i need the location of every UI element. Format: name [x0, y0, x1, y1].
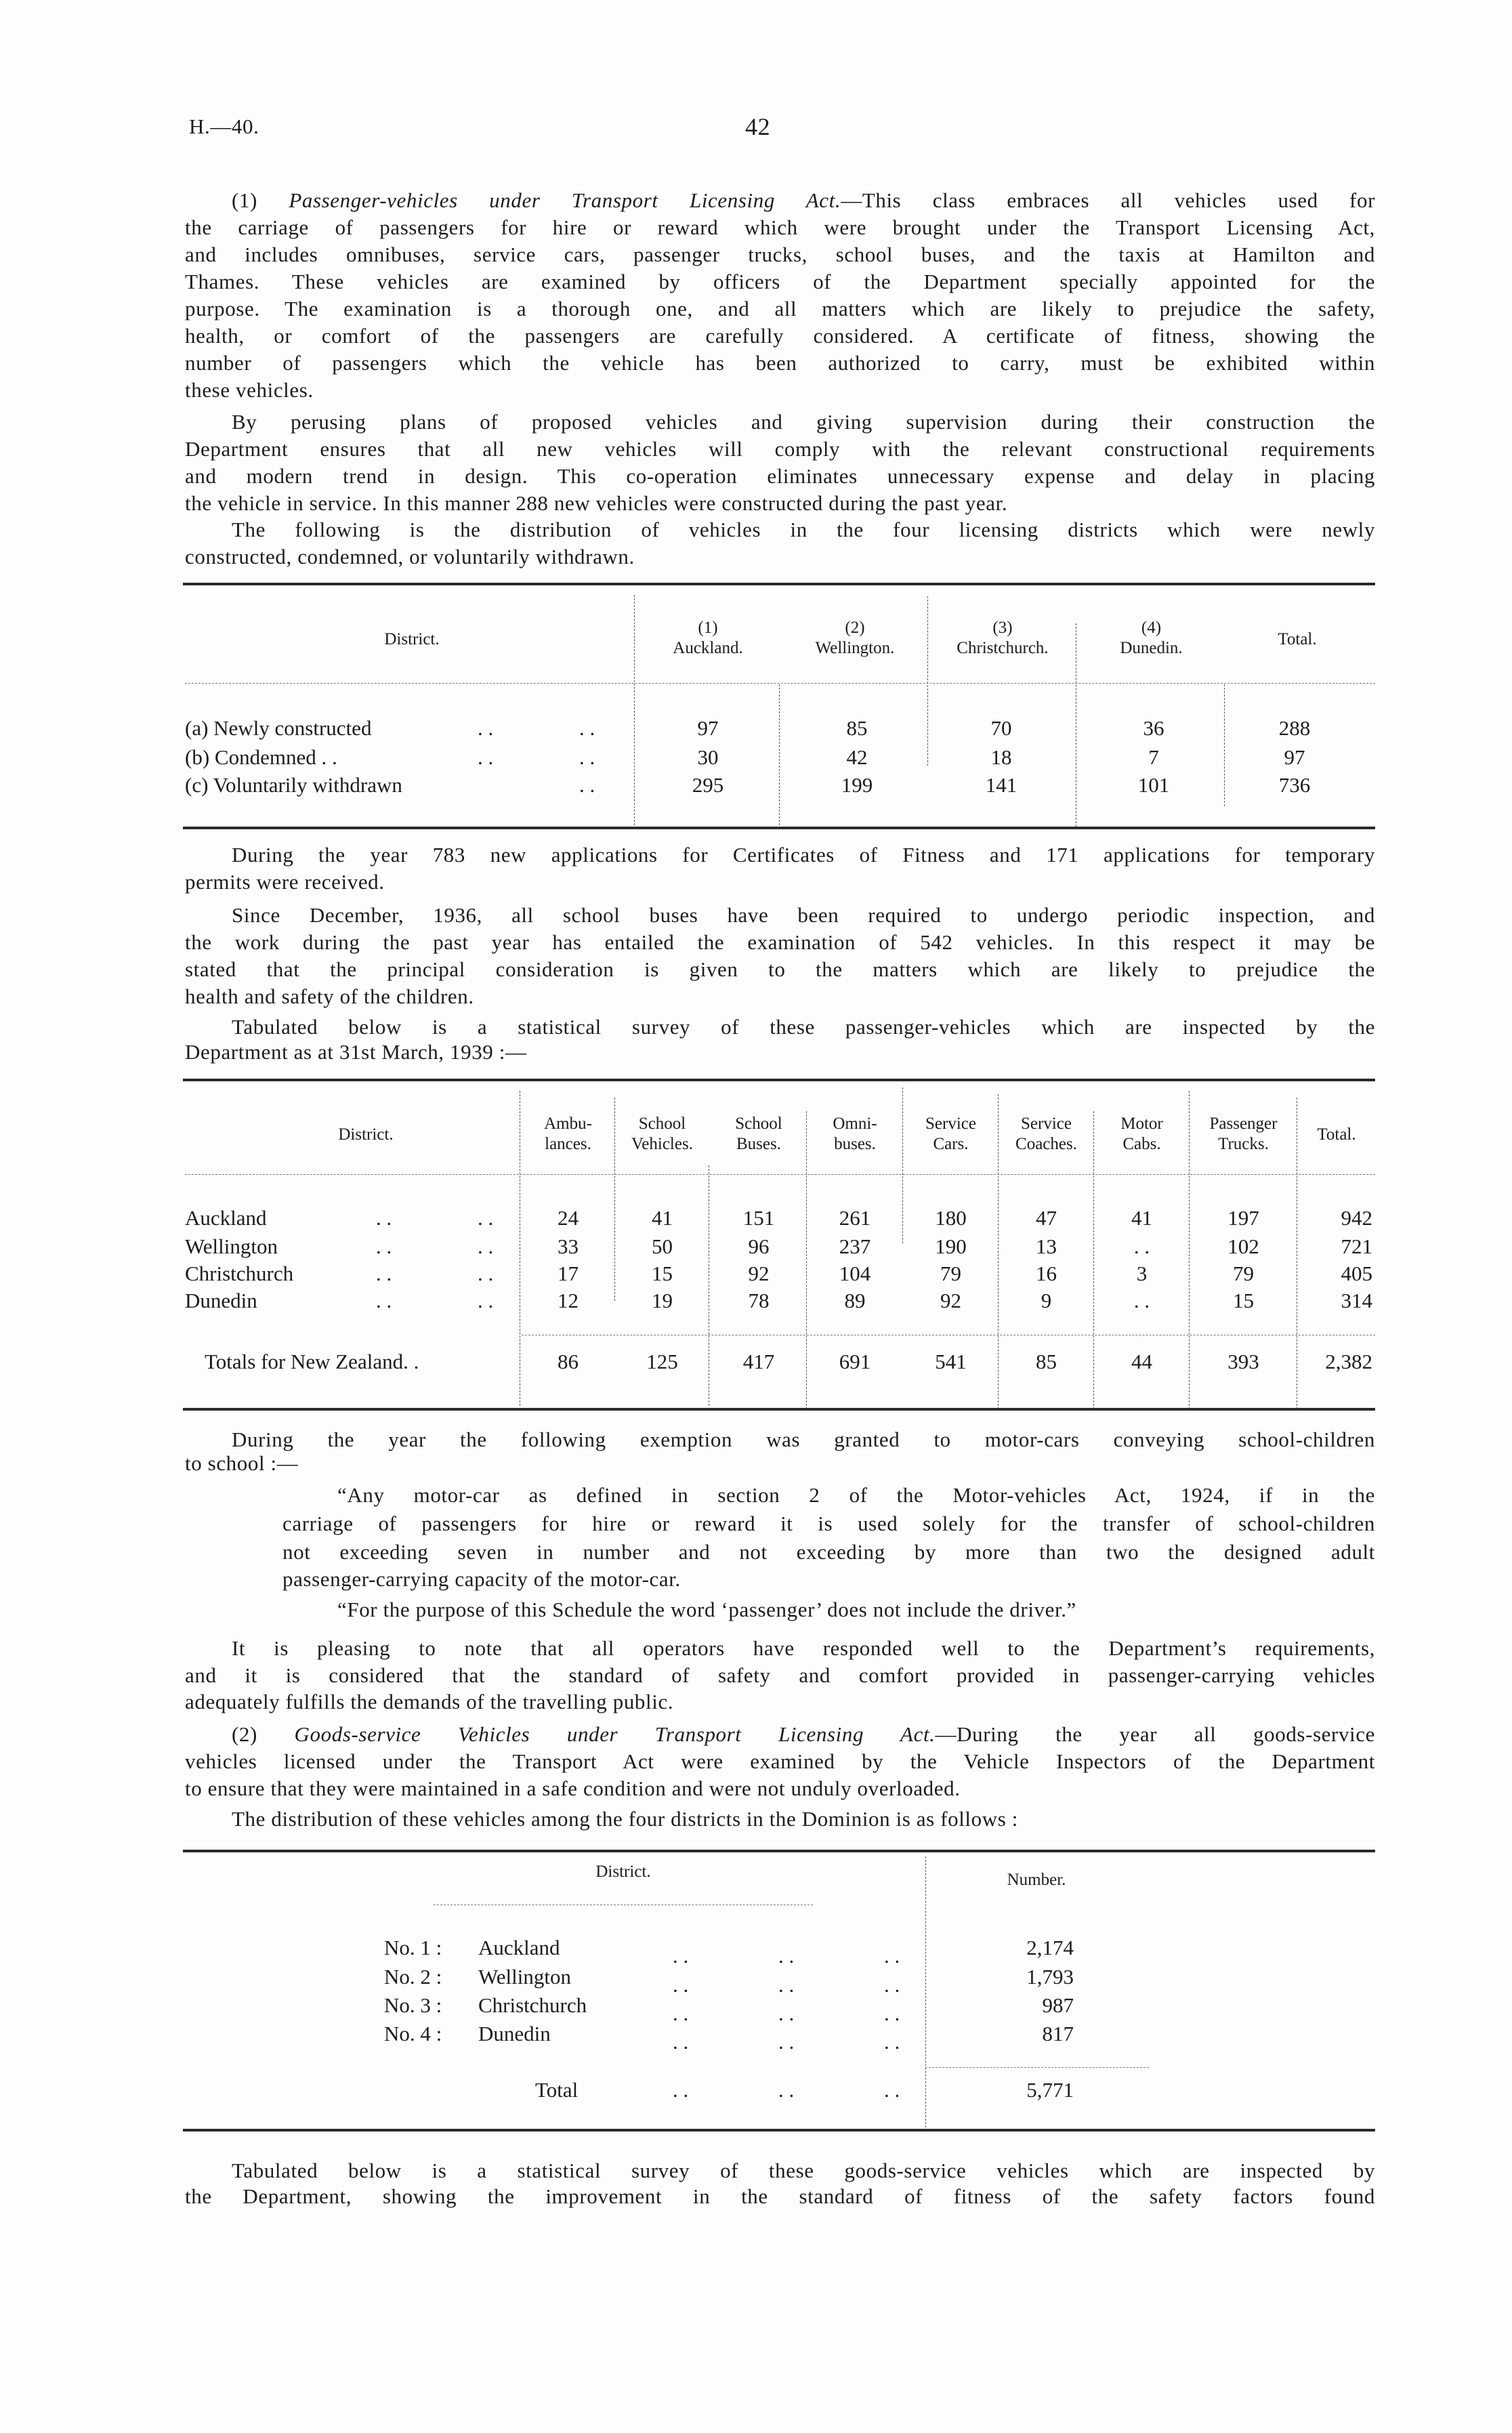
column-header-number: (3) [992, 619, 1013, 637]
district-vehicle-count: 1,793 [1026, 1965, 1074, 1989]
paragraph-line: During the year the following exemption was granted to motor-cars conveying school-children [232, 1428, 1375, 1451]
total-label: Total [535, 2078, 579, 2102]
table-cell: 18 [990, 745, 1012, 769]
quote-line: carriage of passengers for hire or reward it is used solely for the transfer of school-children [282, 1512, 1375, 1535]
paragraph-line: By perusing plans of proposed vehicles and giving supervision during their construction the [232, 410, 1375, 434]
district-name: Dunedin [478, 2022, 551, 2045]
column-divider [614, 1098, 615, 1301]
table-cell: 237 [839, 1234, 871, 1258]
leader-dots: . . [579, 745, 595, 769]
column-divider [998, 1094, 999, 1409]
table-cell: 79 [940, 1262, 961, 1285]
column-header-school-buses: School [735, 1115, 782, 1133]
table-cell-total: 942 [1341, 1206, 1372, 1230]
column-header-ambulances: lances. [545, 1135, 591, 1153]
leader-dots: . . [579, 773, 595, 797]
leader-dots: . . [884, 2001, 900, 2025]
column-header-school-vehicles: School [638, 1115, 686, 1133]
table-cell: 7 [1148, 745, 1159, 769]
paragraph-line: and includes omnibuses, service cars, passenger trucks, school buses, and the taxis at Hamilton and [185, 243, 1375, 266]
quote-line: “For the purpose of this Schedule the word ‘passenger’ does not include the driver.” [337, 1598, 1076, 1621]
section-title: Goods-service Vehicles under Transport Licensing Act. [294, 1722, 936, 1746]
column-divider [1189, 1091, 1190, 1409]
table-rule [183, 583, 1375, 585]
paragraph-line: stated that the principal consideration is given to the matters which are likely to prejudice the [185, 957, 1375, 981]
totals-cell: 86 [558, 1350, 579, 1373]
section-number: (1) [232, 188, 257, 212]
paragraph-line: and it is considered that the standard of safety and comfort provided in passenger-carrying vehicles [185, 1663, 1375, 1687]
section-title: Passenger-vehicles under Transport Licensing Act. [289, 188, 841, 212]
paragraph-line: to school :— [185, 1451, 299, 1475]
table-cell: 30 [697, 745, 719, 769]
paragraph-line: health and safety of the children. [185, 984, 474, 1008]
column-divider [927, 596, 928, 766]
table-cell-total: 721 [1341, 1234, 1372, 1258]
column-header-passenger-trucks: Passenger [1209, 1115, 1278, 1133]
table-rule [183, 2129, 1375, 2132]
column-header-service-coaches: Coaches. [1015, 1135, 1077, 1153]
totals-cell: 125 [646, 1350, 678, 1373]
column-divider [634, 595, 635, 825]
paragraph-line: Since December, 1936, all school buses have been required to undergo periodic inspection, and [232, 903, 1375, 927]
totals-cell: 44 [1131, 1350, 1152, 1373]
table-rule [183, 1408, 1375, 1411]
table-cell: 190 [935, 1234, 967, 1258]
table-cell: . . [1133, 1234, 1150, 1258]
table-cell: 15 [1233, 1289, 1254, 1312]
paragraph-line: The following is the distribution of vehicles in the four licensing districts which were newly [232, 518, 1375, 541]
district-name: Wellington [478, 1965, 571, 1989]
quote-line: not exceeding seven in number and not exceeding by more than two the designed adult [282, 1540, 1375, 1564]
table-cell: 78 [748, 1289, 770, 1312]
district-number: No. 3 : [384, 1993, 442, 2017]
leader-dots: . . [376, 1234, 392, 1258]
paragraph-line: the carriage of passengers for hire or reward which were brought under the Transport Licensing Act, [185, 215, 1375, 239]
column-divider [806, 1111, 807, 1409]
table-cell: 12 [558, 1289, 579, 1312]
table-cell: 197 [1227, 1206, 1259, 1230]
leader-dots: . . [673, 2030, 689, 2054]
column-divider [902, 1087, 903, 1243]
column-header-service-coaches: Service [1021, 1115, 1072, 1133]
table-rule [183, 1079, 1375, 1081]
table-cell: 102 [1227, 1234, 1259, 1258]
paragraph-line: the work during the past year has entailed the examination of 542 vehicles. In this respect it may be [185, 930, 1375, 954]
leader-dots: . . [478, 716, 494, 740]
leader-dots: . . [884, 1973, 900, 1997]
section-number: (2) [232, 1722, 257, 1746]
leader-dots: . . [778, 2030, 795, 2054]
leader-dots: . . [478, 1234, 494, 1258]
totals-cell: 541 [935, 1350, 967, 1373]
table-cell: 13 [1036, 1234, 1057, 1258]
leader-dots: . . [884, 1944, 900, 1968]
row-label: Dunedin [185, 1289, 257, 1312]
column-header-number: Number. [1007, 1871, 1066, 1889]
district-number: No. 1 : [384, 1936, 442, 1959]
table-cell: 92 [940, 1289, 961, 1312]
column-header-district: District. [384, 630, 440, 648]
leader-dots: . . [478, 1262, 494, 1285]
column-header-total: Total. [1317, 1125, 1356, 1144]
table-cell: 41 [652, 1206, 673, 1230]
paragraph-line: It is pleasing to note that all operators have responded well to the Department’s requirements, [232, 1636, 1375, 1660]
column-header-christchurch: Christchurch. [957, 639, 1049, 657]
column-header-district: District. [595, 1863, 651, 1881]
column-header-total: Total. [1278, 630, 1317, 648]
paragraph-line: the Department, showing the improvement in the standard of fitness of the safety factors found [185, 2184, 1375, 2208]
leader-dots: . . [778, 2078, 795, 2102]
leader-dots: . . [376, 1262, 392, 1285]
column-divider [779, 684, 780, 825]
table-cell: 101 [1137, 773, 1170, 797]
table-cell: 70 [990, 716, 1012, 740]
leader-dots: . . [579, 716, 595, 740]
paragraph-line: The distribution of these vehicles among the four districts in the Dominion is as follows : [232, 1807, 1018, 1831]
district-name: Christchurch [478, 1993, 587, 2017]
table-cell: 261 [839, 1206, 871, 1230]
table-cell-total: 736 [1278, 773, 1311, 797]
leader-dots: . . [478, 1206, 494, 1230]
totals-cell: 393 [1227, 1350, 1259, 1373]
table-cell: 79 [1233, 1262, 1254, 1285]
leader-dots: . . [673, 2001, 689, 2025]
column-header-omnibuses: Omni- [833, 1115, 877, 1133]
paragraph-line: Department as at 31st March, 1939 :— [185, 1040, 527, 1064]
row-label: (b) Condemned . . [185, 745, 337, 769]
totals-label: Totals for New Zealand. . [205, 1350, 419, 1373]
column-header-motor-cabs: Cabs. [1122, 1135, 1161, 1153]
district-name: Auckland [478, 1936, 560, 1959]
paragraph-line: health, or comfort of the passengers are carefully considered. A certificate of fitness, showing the [185, 324, 1375, 348]
leader-dots: . . [478, 745, 494, 769]
table-cell-total: 97 [1284, 745, 1305, 769]
totals-cell: 417 [742, 1350, 775, 1373]
paragraph-line [232, 1721, 1375, 1748]
column-header-district: District. [338, 1125, 394, 1144]
table-cell: . . [1133, 1289, 1150, 1312]
column-header-school-buses: Buses. [736, 1135, 781, 1153]
table-cell: 42 [846, 745, 868, 769]
paragraph-line: constructed, condemned, or voluntarily withdrawn. [185, 545, 635, 568]
column-header-dunedin: Dunedin. [1120, 639, 1183, 657]
table-cell: 36 [1143, 716, 1164, 740]
paragraph-line: to ensure that they were maintained in a safe condition and were not unduly overloaded. [185, 1776, 961, 1800]
table-cell: 9 [1041, 1289, 1052, 1312]
paragraph-line: Department ensures that all new vehicles will comply with the relevant constructional requirements [185, 437, 1375, 461]
paragraph-line: the vehicle in service. In this manner 288 new vehicles were constructed during the past year. [185, 491, 1008, 515]
table-cell: 151 [742, 1206, 775, 1230]
totals-rule [925, 2067, 1149, 2068]
table-cell: 96 [748, 1234, 770, 1258]
paragraph-line: Tabulated below is a statistical survey of these goods-service vehicles which are inspected by [232, 2159, 1375, 2182]
district-vehicle-count: 2,174 [1026, 1936, 1074, 1959]
table-cell: 17 [558, 1262, 579, 1285]
paragraph-line: Tabulated below is a statistical survey of these passenger-vehicles which are inspected by the [232, 1015, 1375, 1039]
leader-dots: . . [673, 1973, 689, 1997]
leader-dots: . . [778, 1973, 795, 1997]
leader-dots: . . [778, 1944, 795, 1968]
table-cell-total: 405 [1341, 1262, 1372, 1285]
paragraph-line: number of passengers which the vehicle has been authorized to carry, must be exhibited within [185, 351, 1375, 375]
leader-dots: . . [673, 1944, 689, 1968]
paragraph-line: purpose. The examination is a thorough one, and all matters which are likely to prejudice the safety, [185, 297, 1375, 320]
leader-dots: . . [778, 2001, 795, 2025]
row-label: (c) Voluntarily withdrawn [185, 773, 402, 797]
column-header-auckland: Auckland. [673, 639, 743, 657]
leader-dots: . . [376, 1289, 392, 1312]
district-number: No. 4 : [384, 2022, 442, 2045]
district-vehicle-count: 987 [1042, 1993, 1074, 2017]
table-cell: 89 [844, 1289, 866, 1312]
table-cell: 92 [748, 1262, 770, 1285]
paragraph-line: adequately fulfills the demands of the travelling public. [185, 1690, 674, 1713]
district-vehicle-count: 817 [1042, 2022, 1074, 2045]
totals-cell-grand-total: 2,382 [1325, 1350, 1372, 1373]
row-label: Christchurch [185, 1262, 294, 1285]
table-cell: 104 [839, 1262, 871, 1285]
column-header-school-vehicles: Vehicles. [631, 1135, 693, 1153]
table-cell: 19 [652, 1289, 673, 1312]
district-number: No. 2 : [384, 1965, 442, 1989]
column-header-number: (1) [698, 619, 718, 637]
column-header-passenger-trucks: Trucks. [1218, 1135, 1269, 1153]
paragraph-line: vehicles licensed under the Transport Act were examined by the Vehicle Inspectors of the Department [185, 1749, 1375, 1773]
table-cell-total: 314 [1341, 1289, 1372, 1312]
paragraph-line: During the year 783 new applications for Certificates of Fitness and 171 applications for temporary [232, 843, 1375, 867]
table-cell: 50 [652, 1234, 673, 1258]
paragraph-line: Thames. These vehicles are examined by officers of the Department specially appointed for the [185, 270, 1375, 293]
table-cell: 16 [1036, 1262, 1057, 1285]
column-divider [1093, 1111, 1094, 1409]
row-label: Wellington [185, 1234, 278, 1258]
column-header-number: (4) [1141, 619, 1162, 637]
column-header-ambulances: Ambu- [544, 1115, 592, 1133]
table-cell: 47 [1036, 1206, 1057, 1230]
paragraph-line: these vehicles. [185, 378, 314, 402]
row-label: (a) Newly constructed [185, 716, 372, 740]
table-cell: 24 [558, 1206, 579, 1230]
table-cell: 3 [1136, 1262, 1148, 1285]
table-cell: 85 [846, 716, 868, 740]
header-rule [185, 1174, 1375, 1175]
column-header-motor-cabs: Motor [1120, 1115, 1163, 1133]
table-cell: 295 [692, 773, 724, 797]
table-cell-total: 288 [1278, 716, 1311, 740]
column-header-service-cars: Cars. [933, 1135, 969, 1153]
column-header-wellington: Wellington. [815, 639, 895, 657]
header-rule [185, 683, 1375, 684]
table-rule [183, 827, 1375, 829]
leader-dots: . . [478, 1289, 494, 1312]
paragraph-line: and modern trend in design. This co-operation eliminates unnecessary expense and delay in placing [185, 464, 1375, 488]
table-cell: 33 [558, 1234, 579, 1258]
leader-dots: . . [884, 2030, 900, 2054]
quote-line: passenger-carrying capacity of the motor-car. [282, 1567, 681, 1591]
column-divider [1224, 684, 1225, 806]
table-cell: 141 [985, 773, 1017, 797]
document-reference: H.—40. [189, 115, 259, 138]
table-cell: 15 [652, 1262, 673, 1285]
leader-dots: . . [884, 2078, 900, 2102]
table-cell: 97 [697, 716, 719, 740]
table-cell: 180 [935, 1206, 967, 1230]
paragraph-text: —This class embraces all vehicles used for [841, 188, 1375, 212]
column-header-number: (2) [845, 619, 865, 637]
table-cell: 41 [1131, 1206, 1152, 1230]
page-number: 42 [745, 113, 771, 140]
leader-dots: . . [673, 2078, 689, 2102]
paragraph-text: —During the year all goods-service [935, 1722, 1375, 1746]
table-cell: 199 [841, 773, 873, 797]
paragraph-line [232, 187, 1375, 214]
totals-cell: 85 [1036, 1350, 1057, 1373]
table-rule [183, 1850, 1375, 1852]
paragraph-line: permits were received. [185, 870, 385, 894]
row-label: Auckland [185, 1206, 267, 1230]
column-header-service-cars: Service [925, 1115, 976, 1133]
column-header-omnibuses: buses. [834, 1135, 876, 1153]
quote-line: “Any motor-car as defined in section 2 of the Motor-vehicles Act, 1924, if in the [337, 1483, 1375, 1507]
totals-cell: 691 [839, 1350, 871, 1373]
total-value: 5,771 [1026, 2078, 1074, 2102]
column-divider [925, 1856, 926, 2127]
leader-dots: . . [376, 1206, 392, 1230]
